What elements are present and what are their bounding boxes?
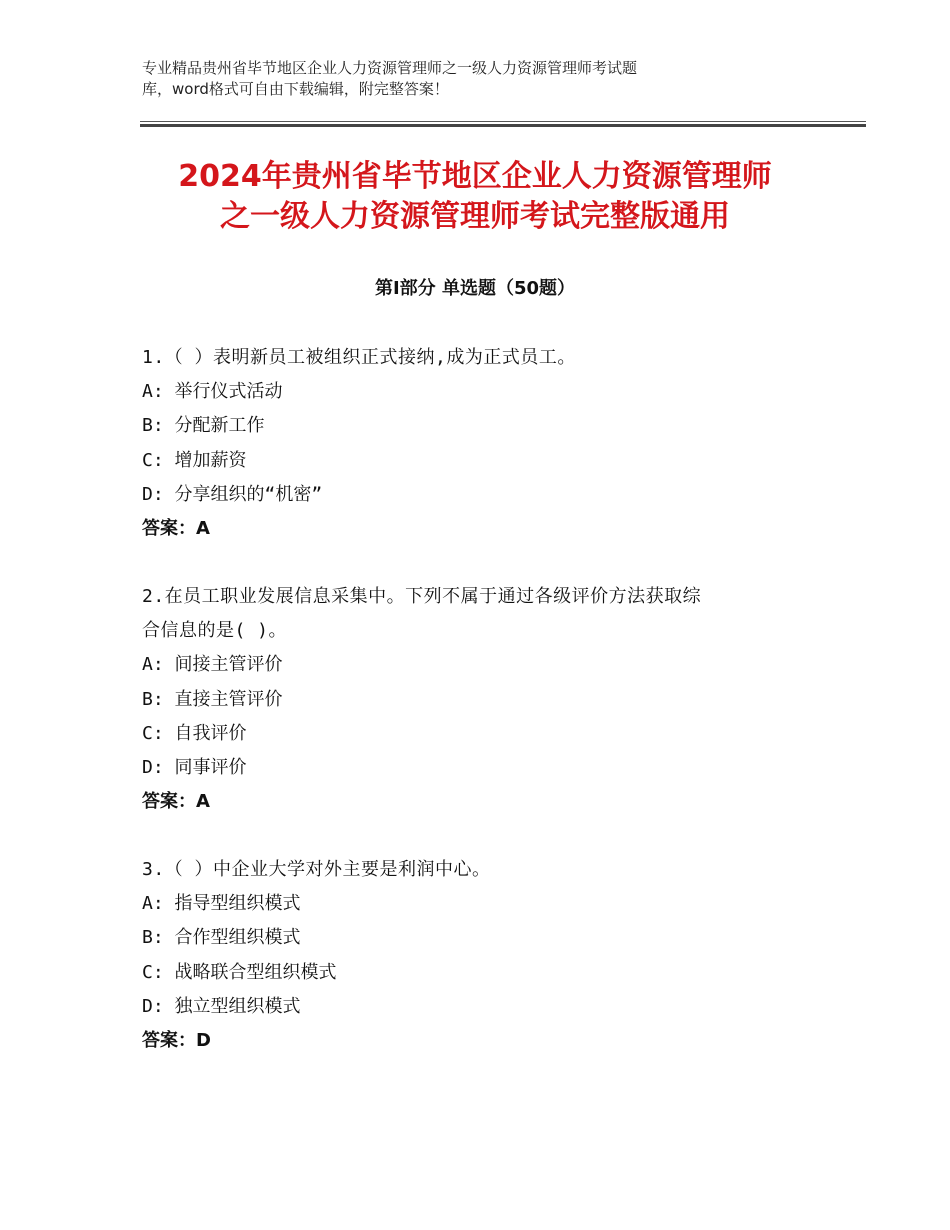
document-title: [100, 157, 850, 237]
header-divider-thin: [140, 121, 866, 122]
question-3: [142, 853, 802, 1058]
header-note-line-2: 库，word格式可自由下载编辑，附完整答案！: [142, 80, 449, 98]
answer: 答案：D: [142, 1030, 211, 1052]
option-c: C: 增加薪资: [142, 449, 247, 471]
question-2: [142, 580, 802, 819]
question-stem: 3.（ ）中企业大学对外主要是利润中心。: [142, 859, 491, 880]
option-c: C: 战略联合型组织模式: [142, 961, 337, 983]
question-1: [142, 341, 802, 546]
option-a: A: 指导型组织模式: [142, 893, 301, 915]
option-c: C: 自我评价: [142, 722, 247, 744]
option-b: B: 合作型组织模式: [142, 927, 301, 949]
option-d: D: 同事评价: [142, 757, 247, 779]
answer: 答案：A: [142, 518, 210, 540]
document-title-line-2: 之一级人力资源管理师考试完整版通用: [220, 199, 730, 234]
answer: 答案：A: [142, 791, 210, 813]
section-title: 第Ⅰ部分 单选题（50题）: [374, 278, 575, 299]
option-d: D: 分享组织的“机密”: [142, 483, 323, 505]
header-note-line-1: 专业精品贵州省毕节地区企业人力资源管理师之一级人力资源管理师考试题: [142, 59, 638, 77]
question-stem: 2.在员工职业发展信息采集中。下列不属于通过各级评价方法获取综: [142, 586, 702, 607]
header-note: [142, 58, 782, 100]
question-stem-continued: 合信息的是( )。: [142, 620, 288, 642]
document-title-line-1: 2024年贵州省毕节地区企业人力资源管理师: [178, 159, 772, 194]
header-divider-thick: [140, 124, 866, 127]
question-stem: 1.（ ）表明新员工被组织正式接纳,成为正式员工。: [142, 347, 576, 368]
option-b: B: 直接主管评价: [142, 688, 283, 710]
option-d: D: 独立型组织模式: [142, 995, 301, 1017]
option-a: A: 举行仪式活动: [142, 381, 283, 403]
option-a: A: 间接主管评价: [142, 654, 283, 676]
option-b: B: 分配新工作: [142, 415, 265, 437]
